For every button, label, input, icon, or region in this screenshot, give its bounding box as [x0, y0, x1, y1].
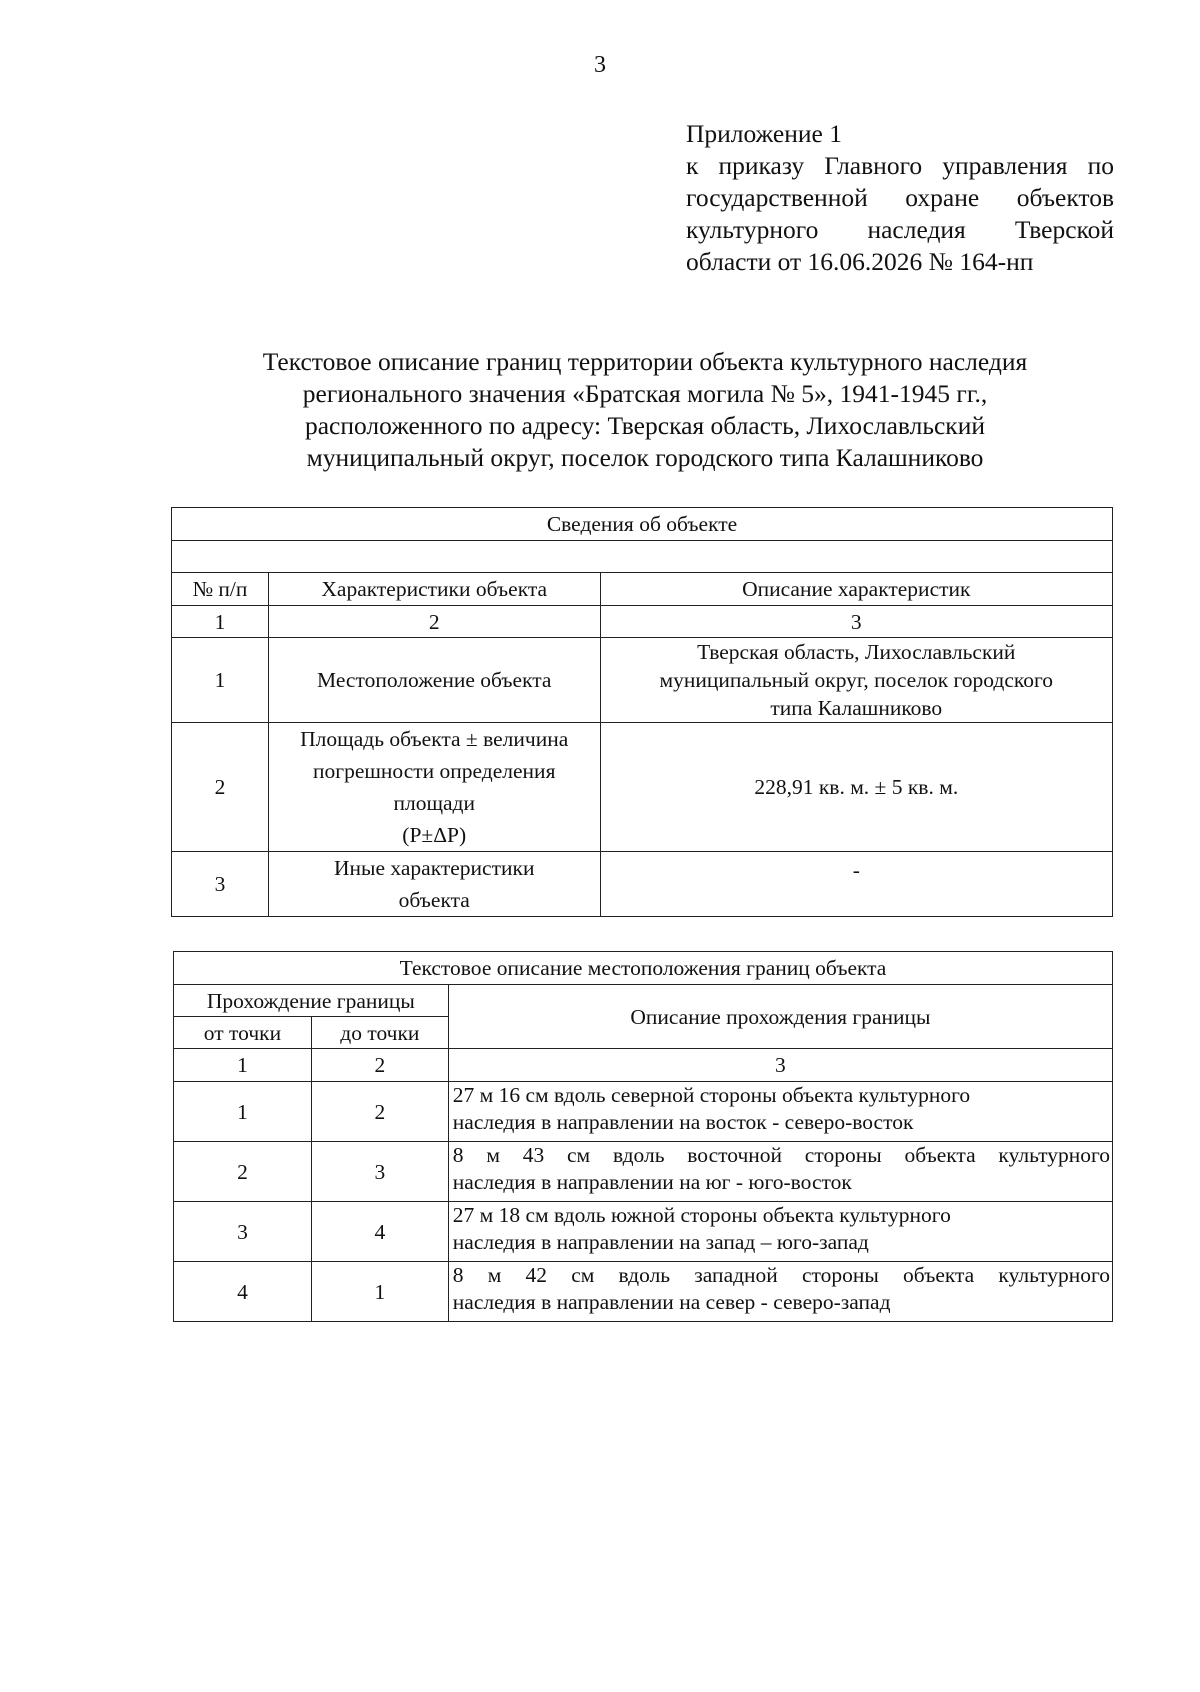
description-line: наследия в направлении на север - северо-запад — [452, 1290, 891, 1314]
description-line: наследия в направлении на юг - юго-восток — [452, 1170, 852, 1194]
row-description: - — [600, 852, 1112, 917]
description-line: 27 м 18 см вдоль южной стороны объекта культурного — [452, 1203, 951, 1227]
table-row — [172, 723, 1113, 852]
header-characteristic: Характеристики объекта — [268, 573, 600, 606]
row-characteristic — [268, 723, 600, 852]
index-cell: 3 — [600, 606, 1112, 638]
index-cell: 2 — [311, 1049, 448, 1082]
appendix-line: государственной охране объектов — [686, 183, 1114, 212]
page-number: 3 — [594, 52, 606, 78]
row-description: 228,91 кв. м. ± 5 кв. м. — [600, 723, 1112, 852]
from-point: 2 — [174, 1142, 312, 1202]
table-row — [174, 1082, 1113, 1142]
description-line: Тверская область, Лихославльский — [697, 640, 1016, 664]
to-point: 4 — [311, 1202, 448, 1262]
description-line: 8 м 43 см вдоль восточной стороны объекта культурного — [452, 1143, 1110, 1167]
title-line: регионального значения «Братская могила № 5», 1941-1945 гг., — [302, 379, 988, 408]
document-title — [150, 346, 1140, 474]
header-number: № п/п — [172, 573, 269, 606]
index-cell: 3 — [448, 1049, 1112, 1082]
boundary-description-table — [173, 951, 1113, 1322]
title-line: Текстовое описание границ территории объекта культурного наследия — [262, 347, 1028, 376]
characteristic-line: погрешности определения — [313, 759, 556, 783]
description-line: типа Калашниково — [770, 696, 943, 720]
table-row — [172, 852, 1113, 917]
row-characteristic — [268, 852, 600, 917]
header-boundary-passage: Прохождение границы — [174, 985, 449, 1017]
appendix-header — [686, 118, 1114, 278]
appendix-line: Приложение 1 — [686, 119, 842, 148]
table-row — [174, 1262, 1113, 1322]
characteristic-line: Площадь объекта ± величина — [300, 727, 569, 751]
info-table-empty-row — [172, 541, 1113, 573]
row-number: 3 — [172, 852, 269, 917]
header-to-point: до точки — [311, 1017, 448, 1049]
title-line: муниципальный округ, поселок городского типа Калашниково — [306, 443, 984, 472]
description-line: 27 м 16 см вдоль северной стороны объекта культурного — [452, 1083, 971, 1107]
boundary-description — [448, 1142, 1112, 1202]
index-cell: 2 — [268, 606, 600, 638]
boundary-description — [448, 1082, 1112, 1142]
appendix-line: культурного наследия Тверской — [686, 215, 1114, 244]
table-row — [174, 1202, 1113, 1262]
characteristic-line: Иные характеристики — [334, 856, 535, 880]
to-point: 2 — [311, 1082, 448, 1142]
header-from-point: от точки — [174, 1017, 312, 1049]
description-line: наследия в направлении на восток - северо-восток — [452, 1110, 914, 1134]
appendix-line: области от 16.06.2026 № 164-нп — [686, 247, 1034, 276]
from-point: 3 — [174, 1202, 312, 1262]
from-point: 1 — [174, 1082, 312, 1142]
table-row — [174, 1142, 1113, 1202]
characteristic-line: (P±ΔP) — [402, 823, 467, 847]
row-characteristic: Местоположение объекта — [268, 638, 600, 723]
from-point: 4 — [174, 1262, 312, 1322]
title-line: расположенного по адресу: Тверская область, Лихославльский — [304, 411, 985, 440]
appendix-line: к приказу Главного управления по — [686, 151, 1114, 180]
index-cell: 1 — [174, 1049, 312, 1082]
index-cell: 1 — [172, 606, 269, 638]
characteristic-line: площади — [393, 791, 475, 815]
info-table-caption: Сведения об объекте — [172, 508, 1113, 541]
row-number: 2 — [172, 723, 269, 852]
description-line: 8 м 42 см вдоль западной стороны объекта культурного — [452, 1263, 1110, 1287]
table-row — [172, 638, 1113, 723]
row-description — [600, 638, 1112, 723]
header-description: Описание характеристик — [600, 573, 1112, 606]
characteristic-line: объекта — [398, 888, 470, 912]
header-boundary-description: Описание прохождения границы — [448, 985, 1112, 1049]
description-line: муниципальный округ, поселок городского — [659, 668, 1054, 692]
boundary-description — [448, 1202, 1112, 1262]
row-number: 1 — [172, 638, 269, 723]
boundary-description — [448, 1262, 1112, 1322]
to-point: 3 — [311, 1142, 448, 1202]
description-line: наследия в направлении на запад – юго-запад — [452, 1230, 869, 1254]
object-info-table — [171, 507, 1113, 917]
to-point: 1 — [311, 1262, 448, 1322]
boundary-table-caption: Текстовое описание местоположения границ объекта — [174, 952, 1113, 985]
